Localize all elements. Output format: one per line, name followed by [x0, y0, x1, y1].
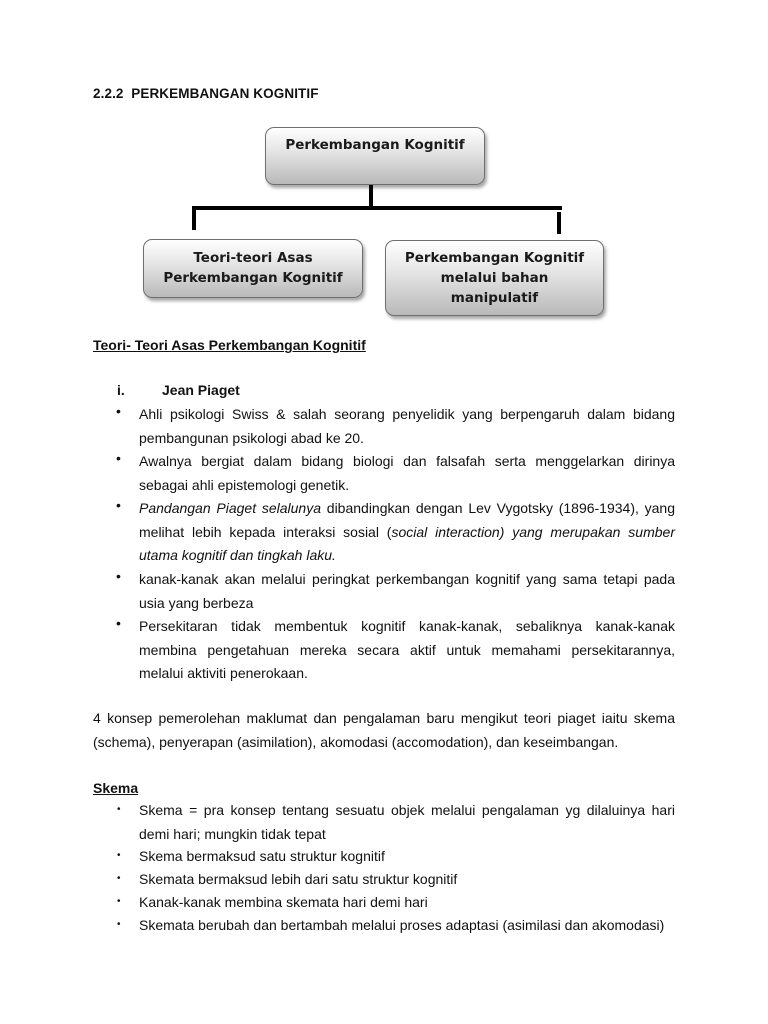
bullet-icon: •: [116, 615, 121, 631]
skema-heading: Skema: [93, 780, 139, 796]
bullet-icon: •: [116, 568, 121, 584]
list-item: Skema = pra konsep tentang sesuatu objek melalui pengalaman yg dilaluinya hari demi hari; mungkin tidak tepat: [139, 802, 675, 842]
connector-right-drop: [557, 212, 561, 234]
bullet-icon: •: [117, 873, 121, 884]
list-item: [139, 497, 675, 568]
section-number: 2.2.2: [93, 86, 124, 101]
diagram-child-node-manipulative: [385, 240, 604, 316]
section-title: PERKEMBANGAN KOGNITIF: [131, 86, 319, 101]
bullet-icon: •: [117, 919, 121, 930]
node-label-line: manipulatif: [450, 290, 539, 306]
list-item: Ahli psikologi Swiss & salah seorang penyelidik yang berpengaruh dalam bidang pembangunan psikologi abad ke 20.: [139, 406, 675, 446]
node-label-line: Perkembangan Kognitif: [404, 250, 585, 266]
section-heading: [93, 86, 319, 101]
list-item: Skemata bermaksud lebih dari satu struktur kognitif: [139, 871, 458, 887]
normal-text: dibandingkan dengan Lev Vygotsky (1896-1934), yang melihat lebih kepada interaksi sosial (: [139, 500, 675, 540]
diagram-root-node: [265, 127, 485, 185]
list-item: Kanak-kanak membina skemata hari demi hari: [139, 894, 428, 910]
node-label-line: melalui bahan: [440, 270, 549, 286]
theories-heading: Teori- Teori Asas Perkembangan Kognitif: [93, 337, 366, 353]
bullet-icon: •: [117, 804, 121, 815]
diagram-child-node-theories: [143, 239, 363, 298]
bullet-icon: •: [116, 403, 121, 419]
list-item: Awalnya bergiat dalam bidang biologi dan falsafah serta menggelarkan dirinya sebagai ahli epistemologi genetik.: [139, 453, 675, 493]
list-item: kanak-kanak akan melalui peringkat perkembangan kognitif yang sama tetapi pada usia yang berbeza: [139, 571, 675, 611]
list-item: Skema bermaksud satu struktur kognitif: [139, 848, 385, 864]
italic-text: social interaction) yang merupakan sumber utama kognitif dan tingkah laku.: [139, 523, 675, 563]
bullet-icon: •: [117, 850, 121, 861]
list-item: Persekitaran tidak membentuk kognitif kanak-kanak, sebaliknya kanak-kanak membina pengetahuan mereka secara aktif untuk memahami persekitarannya, melalui aktiviti penerokaan.: [139, 618, 675, 681]
subsection-title: Jean Piaget: [162, 382, 240, 398]
bullet-icon: •: [116, 450, 121, 466]
connector-horizontal: [192, 206, 562, 210]
node-label-line: Perkembangan Kognitif: [163, 270, 343, 286]
subsection-numeral: i.: [117, 382, 125, 398]
bullet-icon: •: [116, 497, 121, 513]
list-item: Skemata berubah dan bertambah melalui proses adaptasi (asimilasi dan akomodasi): [139, 917, 665, 933]
root-node-label: Perkembangan Kognitif: [285, 137, 465, 153]
connector-left-drop: [192, 206, 196, 230]
bullet-icon: •: [117, 896, 121, 907]
concepts-paragraph: 4 konsep pemerolehan maklumat dan pengalaman baru mengikut teori piaget iaitu skema (schema), penyerapan (asimilation), akomodasi (accomodation), dan keseimbangan.: [93, 710, 675, 750]
node-label-line: Teori-teori Asas: [193, 250, 313, 266]
italic-text: Pandangan Piaget selalunya: [139, 500, 322, 516]
